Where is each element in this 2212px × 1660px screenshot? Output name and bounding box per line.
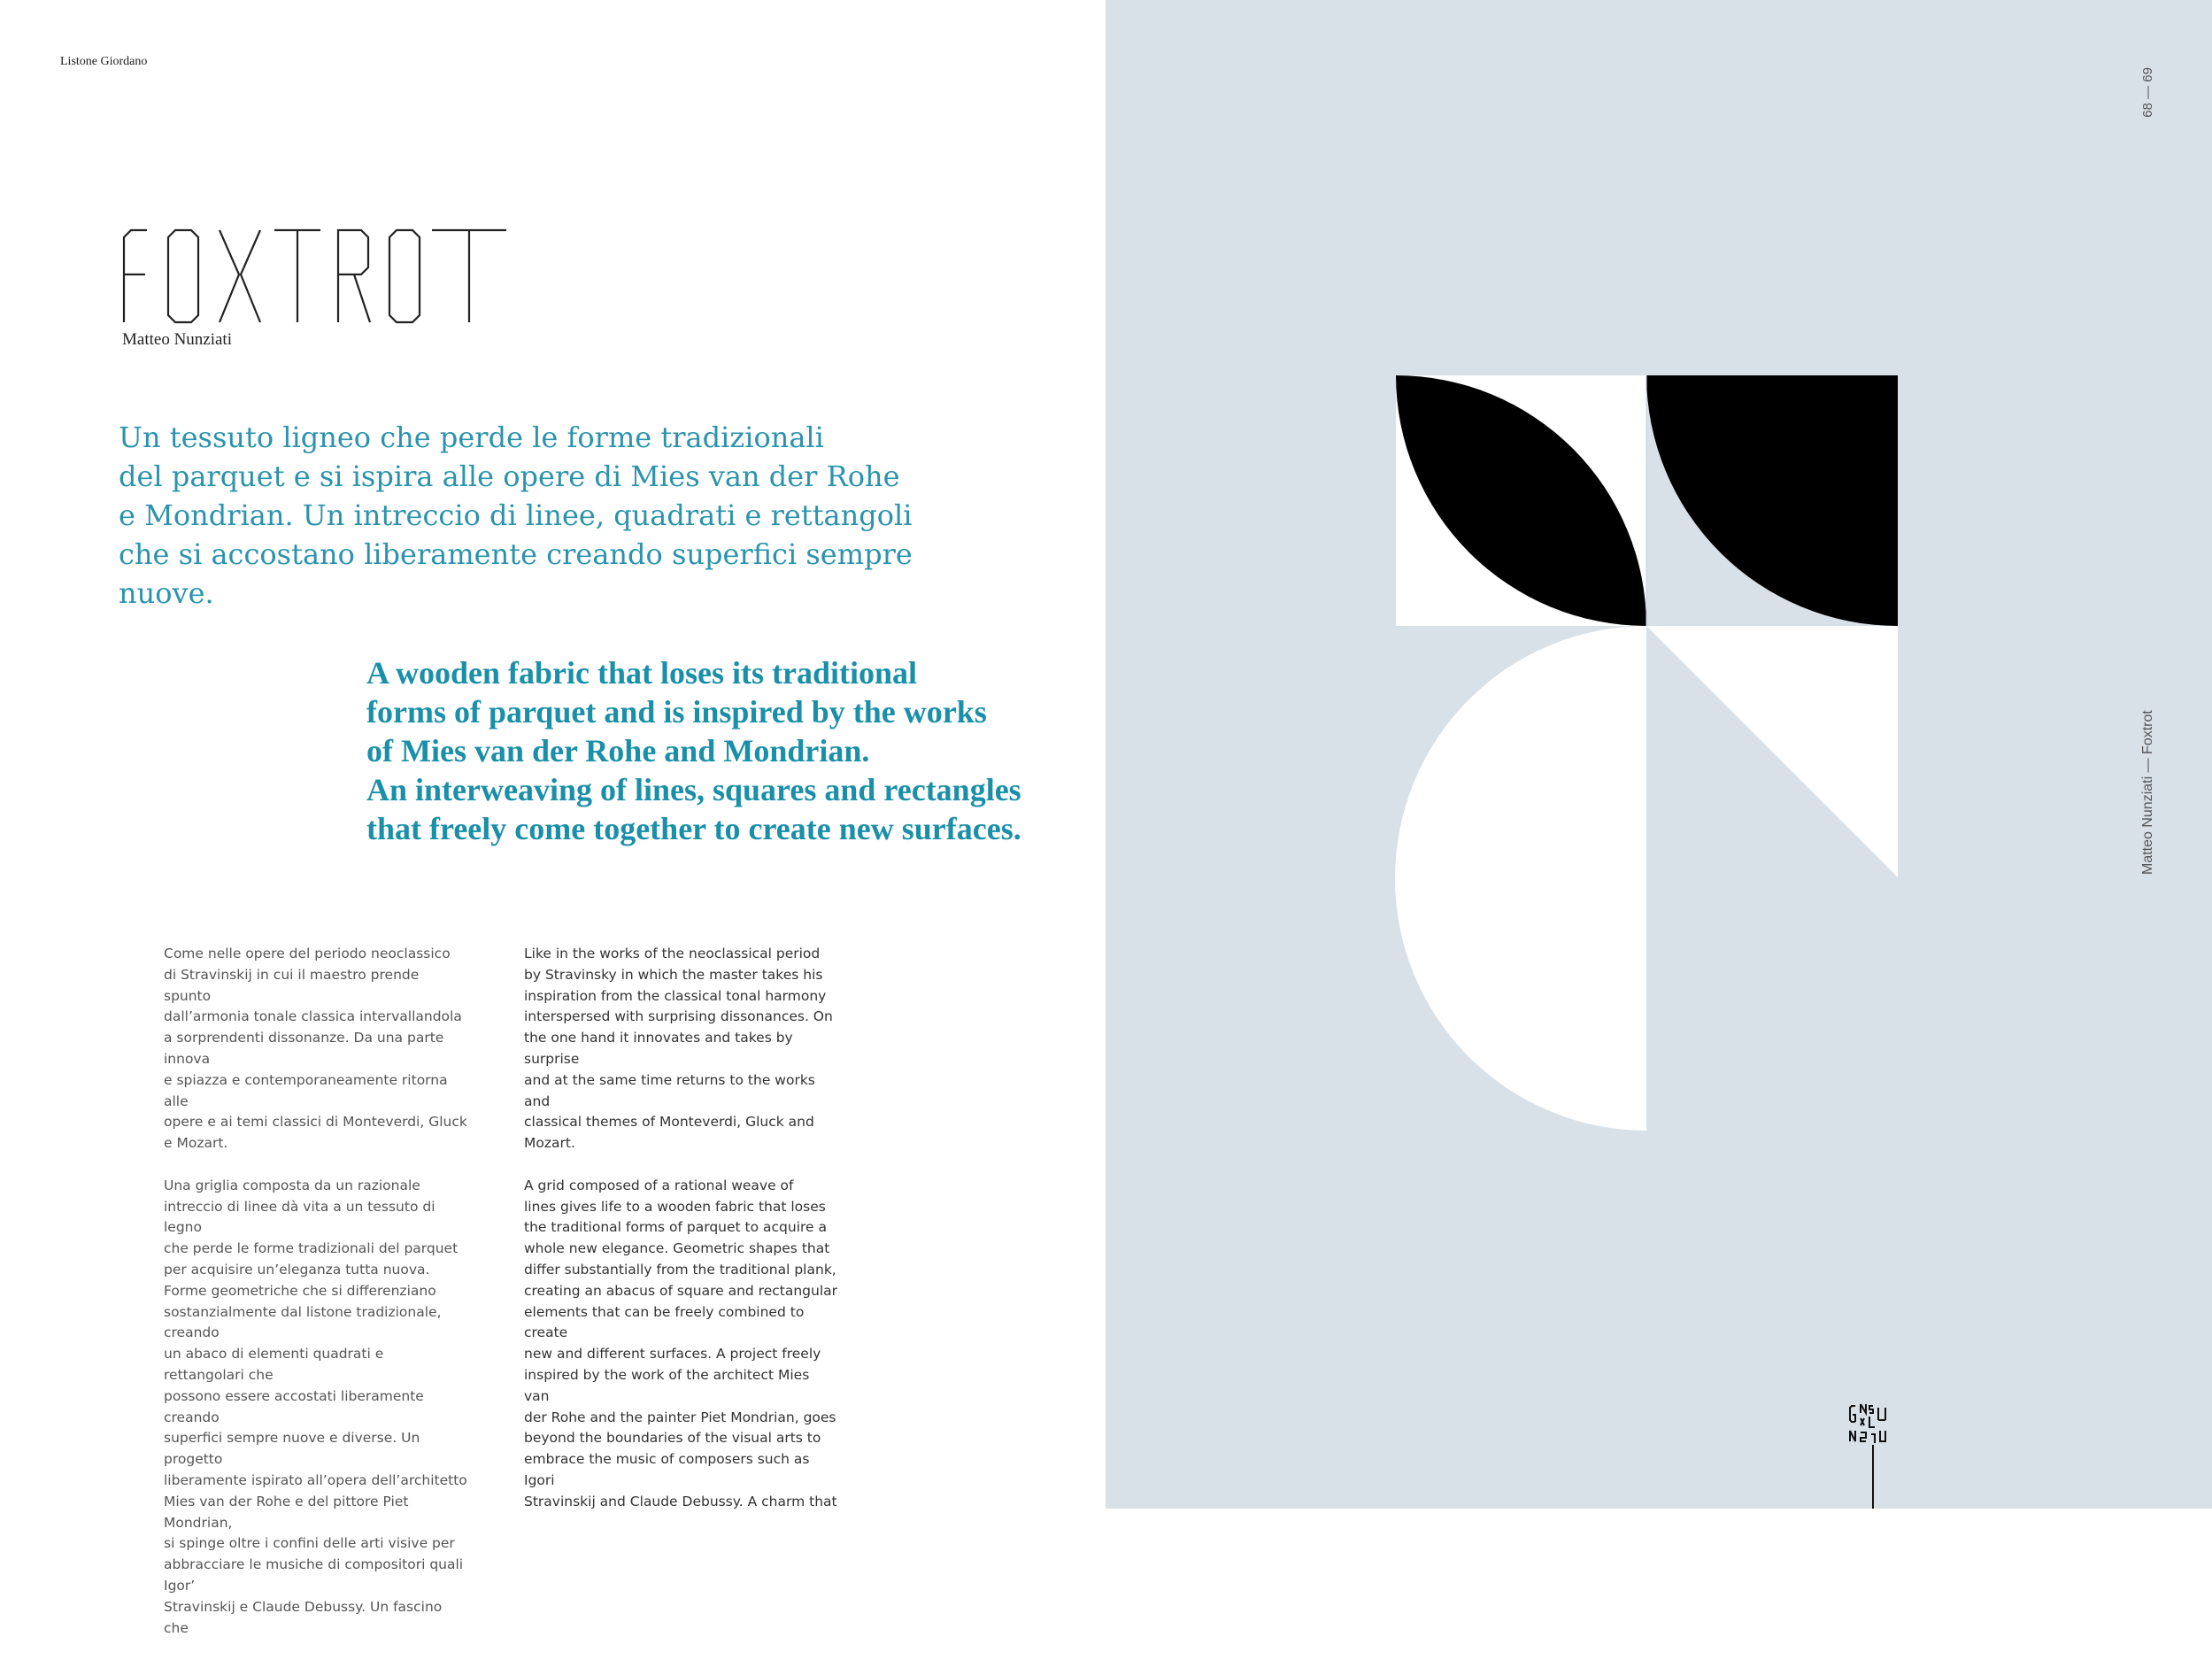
intro-en-line: An interweaving of lines, squares and rectangles xyxy=(366,772,1021,807)
body-it-paragraph-1: Come nelle opere del periodo neoclassico di Stravinskij in cui il maestro prende spunto dall’armonia tonale classica intervallandola a sorprendenti dissonanze. Da una parte innova e spiazza e contemporaneamente ritorna alle opere e ai temi classici di Monteverdi, Gluck e Mozart. xyxy=(164,946,467,1152)
intro-english xyxy=(366,653,1075,848)
body-en-paragraph-1: Like in the works of the neoclassical period by Stravinsky in which the master takes his inspiration from the classical tonal harmony interspersed with surprising dissonances. On the one hand it innovates and takes by surprise and at the same time returns to the works and classical themes of Monteverdi, Gluck and Mozart. xyxy=(524,946,833,1152)
running-head: Matteo Nunziati — Foxtrot xyxy=(2140,710,2155,875)
foxtrot-title-logotype xyxy=(120,228,510,324)
intro-it-line: che si accostano liberamente creando superfici sempre xyxy=(119,537,913,571)
intro-it-line: e Mondrian. Un intreccio di linee, quadrati e rettangoli xyxy=(119,498,913,532)
body-it-paragraph-2: Una griglia composta da un razionale intreccio di linee dà vita a un tessuto di legno che perde le forme tradizionali del parquet per acquisire un’eleganza tutta nuova. Forme geometriche che si differenziano sostanzialmente dal listone tradizionale, creando un abaco di elementi quadrati e rettangolari che possono essere accostati liberamente creando superfici sempre nuove e diverse. Un progetto liberamente ispirato all’opera dell’architetto Mies van der Rohe e del pittore Piet Mondrian, si spinge oltre i confini delle arti visive per abbracciare le musiche di compositori quali Igor’ Stravinskij e Claude Debussy. Un fascino che xyxy=(164,1177,467,1636)
intro-en-line: A wooden fabric that loses its traditional xyxy=(366,655,918,691)
brand-name: Listone Giordano xyxy=(60,55,148,68)
body-column-english xyxy=(483,944,837,1533)
half-circle-white xyxy=(1395,626,1646,1131)
body-en-paragraph-2: A grid composed of a rational weave of lines gives life to a wooden fabric that loses the traditional forms of parquet to acquire a whole new elegance. Geometric shapes that differ substantially from the traditional plank, creating an abacus of square and rectangular elements that can be freely combined to create new and different surfaces. A project freely inspired by the work of the architect Mies van der Rohe and the painter Piet Mondrian, goes beyond the boundaries of the visual arts to embrace the music of composers such as Igori Stravinskij and Claude Debussy. A charm that xyxy=(524,1177,838,1509)
body-column-italian xyxy=(123,944,468,1660)
quarter-circle-black xyxy=(1646,375,1898,626)
intro-italian xyxy=(119,418,913,613)
intro-en-line: that freely come together to create new surfaces. xyxy=(366,811,1021,846)
intro-en-line: of Mies van der Rohe and Mondrian. xyxy=(366,733,870,768)
page-numbers: 68 — 69 xyxy=(2140,67,2155,118)
author-name: Matteo Nunziati xyxy=(122,330,232,349)
intro-it-line: nuove. xyxy=(119,576,214,610)
designer-monogram-logo xyxy=(1846,1401,1900,1509)
intro-en-line: forms of parquet and is inspired by the works xyxy=(366,694,987,730)
intro-it-line: Un tessuto ligneo che perde le forme tradizionali xyxy=(119,421,824,454)
intro-it-line: del parquet e si ispira alle opere di Mies van der Rohe xyxy=(119,459,900,493)
triangle-white xyxy=(1646,626,1898,877)
left-page xyxy=(0,0,1106,1636)
foxtrot-pattern-artwork xyxy=(1396,375,1898,1131)
